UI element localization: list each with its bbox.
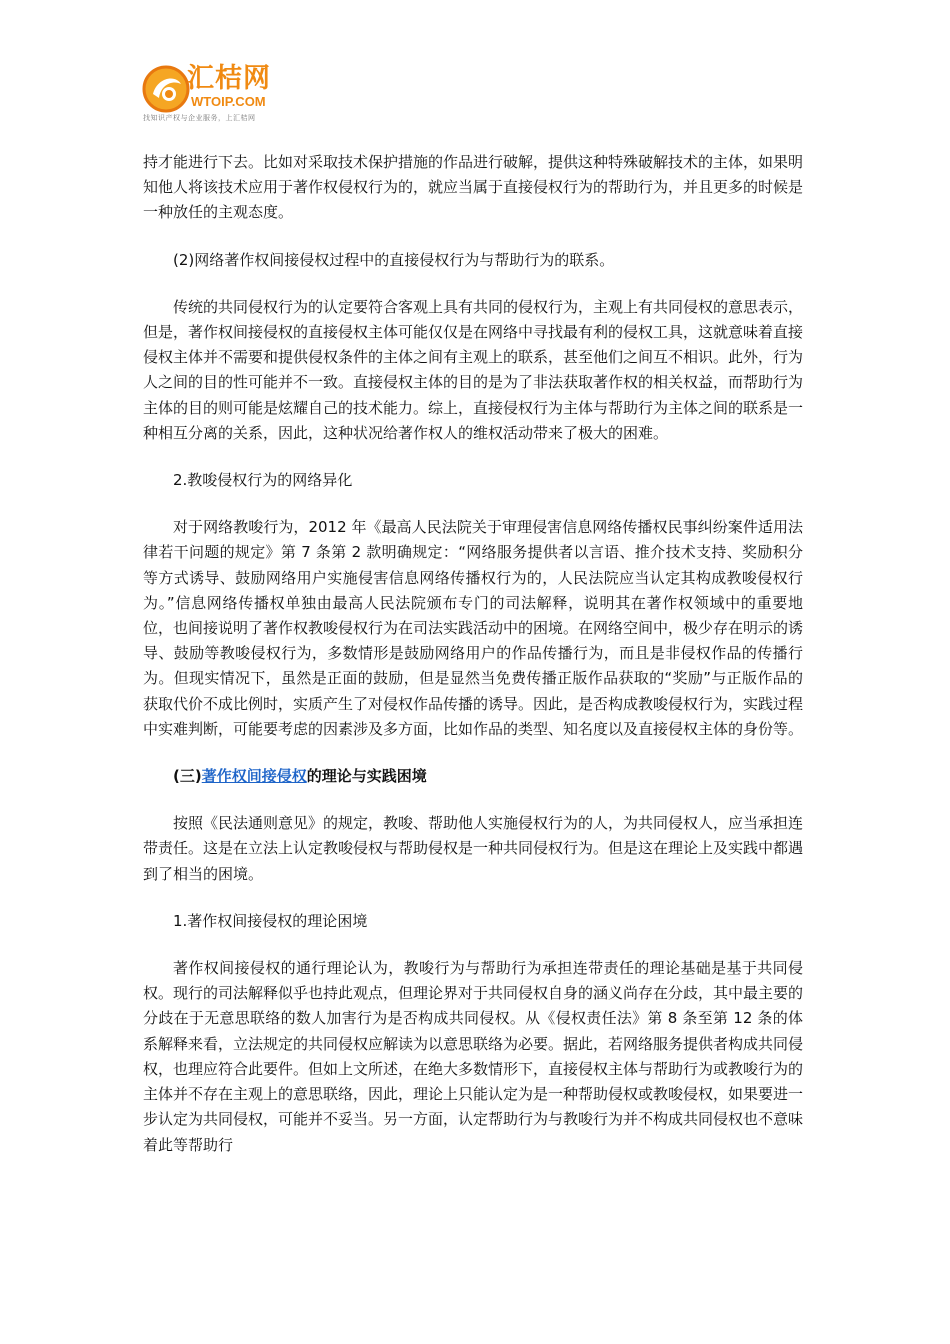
paragraph-4: 按照《民法通则意见》的规定，教唆、帮助他人实施侵权行为的人，为共同侵权人，应当承担连带责任。这是在立法上认定教唆侵权与帮助侵权是一种共同侵权行为。但是这在理论上及实践中都遇到了相当的困境。 bbox=[143, 814, 804, 883]
subheading-2-connection: (2)网络著作权间接侵权过程中的直接侵权行为与帮助行为的联系。 bbox=[173, 250, 615, 269]
document-body bbox=[143, 150, 803, 1158]
subheading-theory: 1.著作权间接侵权的理论困境 bbox=[173, 911, 368, 930]
logo-chinese-name: 汇桔网 bbox=[187, 63, 271, 94]
orange-logo-icon bbox=[141, 64, 191, 114]
logo-domain: WTOIP.COM bbox=[191, 94, 266, 109]
paragraph-3: 对于网络教唆行为，2012 年《最高人民法院关于审理侵害信息网络传播权民事纠纷案件适用法律若干问题的规定》第 7 条第 2 款明确规定：“网络服务提供者以言语、推介技术支持、奖励积分等方式诱导、鼓励网络用户实施侵害信息网络传播权行为的，人民法院应当认定其构成教唆侵权行为。”信息网络传播权单独由最高人民法院颁布专门的司法解释，说明其在著作权领域中的重要地位，也间接说明了著作权教唆侵权行为在司法实践活动中的困境。在网络空间中，极少存在明示的诱导、鼓励等教唆侵权行为，多数情形是鼓励网络用户的作品传播行为，而且是非侵权作品的传播行为。但现实情况下，虽然是正面的鼓励，但是显然当免费传播正版作品获取的“奖励”与正版作品的获取代价不成比例时，实质产生了对侵权作品传播的诱导。因此，是否构成教唆侵权行为，实践过程中实难判断，可能要考虑的因素涉及多方面，比如作品的类型、知名度以及直接侵权主体的身份等。 bbox=[143, 518, 804, 738]
subheading-instigation: 2.教唆侵权行为的网络异化 bbox=[173, 471, 353, 490]
logo-slogan: 找知识产权与企业服务，上汇桔网 bbox=[143, 114, 256, 122]
paragraph-5: 著作权间接侵权的通行理论认为，教唆行为与帮助行为承担连带责任的理论基础是基于共同侵权。现行的司法解释似乎也持此观点，但理论界对于共同侵权自身的涵义尚存在分歧，其中最主要的分歧在于无意思联络的数人加害行为是否构成共同侵权。从《侵权责任法》第 8 条至第 12 条的体系解释来看，立法规定的共同侵权应解读为以意思联络为必要。据此，若网络服务提供者构成共同侵权，也理应符合此要件。但如上文所述，在绝大多数情形下，直接侵权主体与帮助行为或教唆行为的主体并不存在主观上的意思联络，因此，理论上只能认定为是一种帮助侵权或教唆侵权，如果要进一步认定为共同侵权，可能并不妥当。另一方面，认定帮助行为与教唆行为并不构成共同侵权也不意味着此等帮助行 bbox=[143, 959, 804, 1154]
paragraph-2: 传统的共同侵权行为的认定要符合客观上具有共同的侵权行为，主观上有共同侵权的意思表示，但是，著作权间接侵权的直接侵权主体可能仅仅是在网络中寻找最有利的侵权工具，这就意味着直接侵权主体并不需要和提供侵权条件的主体之间有主观上的联系，甚至他们之间互不相识。此外，行为人之间的目的性可能并不一致。直接侵权主体的目的是为了非法获取著作权的相关权益，而帮助行为主体的目的则可能是炫耀自己的技术能力。综上，直接侵权行为主体与帮助行为主体之间的联系是一种相互分离的关系，因此，这种状况给著作权人的维权活动带来了极大的困难。 bbox=[143, 297, 804, 442]
section-title-suffix: 的理论与实践困境 bbox=[306, 767, 427, 786]
section-number: (三) bbox=[173, 767, 202, 786]
paragraph-1: 持才能进行下去。比如对采取技术保护措施的作品进行破解，提供这种特殊破解技术的主体，如果明知他人将该技术应用于著作权侵权行为的，就应当属于直接侵权行为的帮助行为，并且更多的时候是一种放任的主观态度。 bbox=[143, 153, 804, 222]
site-logo[interactable] bbox=[141, 62, 301, 126]
section-heading-3 bbox=[143, 764, 803, 789]
keyword-link[interactable]: 著作权间接侵权 bbox=[201, 767, 307, 786]
